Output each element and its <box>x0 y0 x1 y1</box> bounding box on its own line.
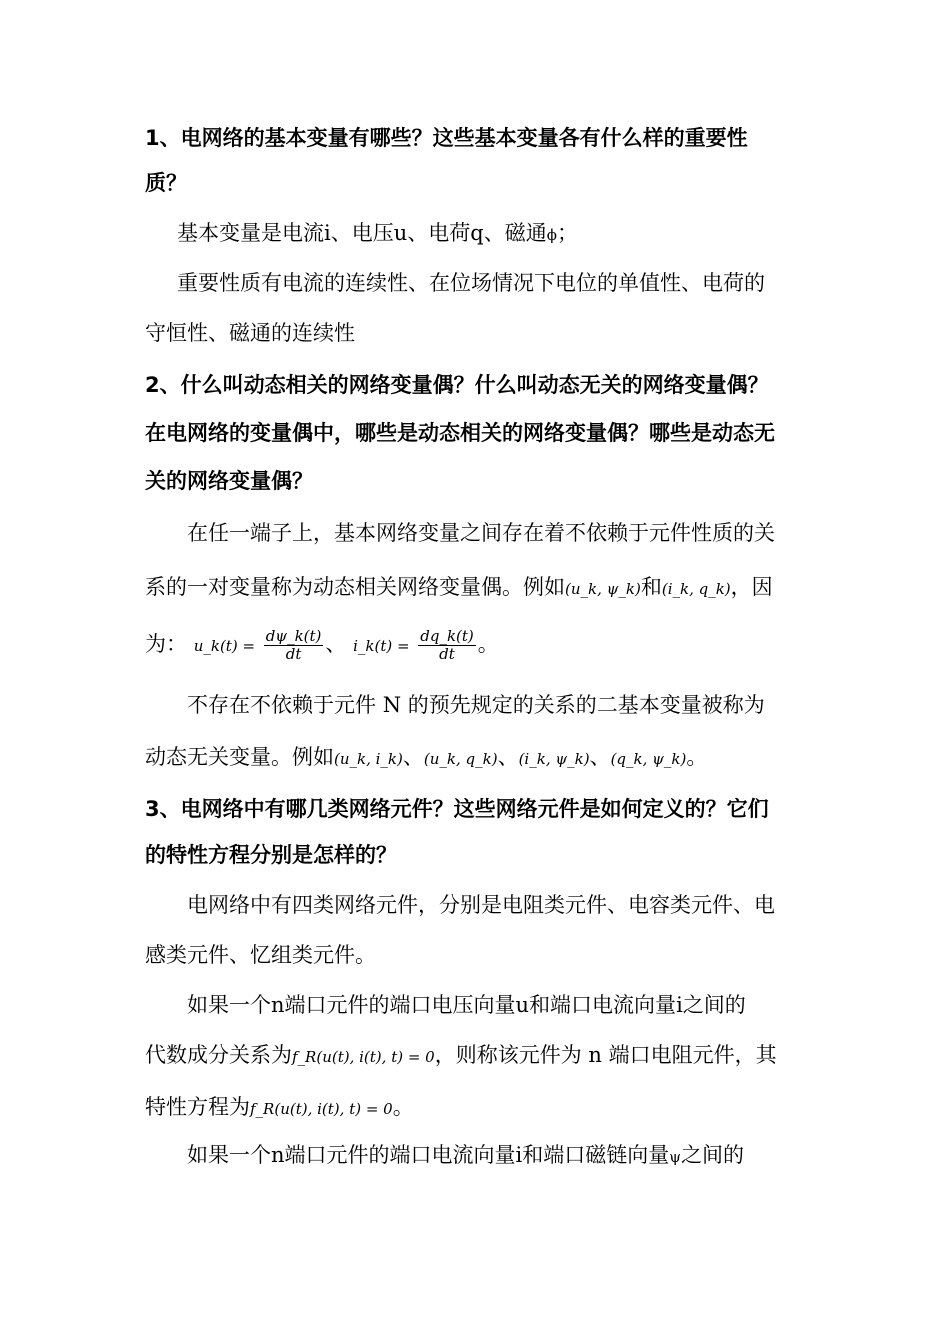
q3-p3-line1: 如果一个n端口元件的端口电流向量i和端口磁链向量ψ之间的 <box>187 1143 745 1167</box>
q3-title-line1: 3、电网络中有哪几类网络元件？这些网络元件是如何定义的？它们 <box>145 797 769 821</box>
eq2-lhs: i_k(t) = <box>353 637 410 655</box>
q1-answer-properties-line1: 重要性质有电流的连续性、在位场情况下电位的单值性、电荷的 <box>177 271 765 295</box>
pair-i-q: (i_k, q_k) <box>661 580 731 598</box>
eq1-lhs: u_k(t) = <box>193 637 256 655</box>
q2-p1-line1: 在任一端子上，基本网络变量之间存在着不依赖于元件性质的关 <box>187 521 775 545</box>
eq1-fraction: $\frac{d\psi\_k(t)}{dt}$ <box>265 626 322 663</box>
q1-answer-variables: 基本变量是电流i、电压u、电荷q、磁通ϕ； <box>177 221 578 245</box>
resistor-equation-2: f_R(u(t), i(t), t) = 0 <box>250 1100 393 1118</box>
q2-title-line3: 关的网络变量偶？ <box>145 469 313 493</box>
q3-p2-line3: 特性方程为f_R(u(t), i(t), t) = 0。 <box>145 1095 414 1119</box>
q3-p1-line2: 感类元件、忆组类元件。 <box>145 943 376 967</box>
resistor-equation: f_R(u(t), i(t), t) = 0 <box>292 1048 435 1066</box>
pair-u-q: (u_k, q_k) <box>423 750 498 768</box>
q3-p2-line1: 如果一个n端口元件的端口电压向量u和端口电流向量i之间的 <box>187 993 746 1017</box>
q1-title-line2: 质？ <box>145 171 187 195</box>
q2-p2-line1: 不存在不依赖于元件 N 的预先规定的关系的二基本变量被称为 <box>187 693 765 717</box>
q2-title-line1: 2、什么叫动态相关的网络变量偶？什么叫动态无关的网络变量偶？ <box>145 373 769 397</box>
q3-title-line2: 的特性方程分别是怎样的？ <box>145 843 397 867</box>
pair-u-psi: (u_k, ψ_k) <box>565 580 641 598</box>
q1-answer-properties-line2: 守恒性、磁通的连续性 <box>145 321 355 345</box>
q3-p2-line2: 代数成分关系为f_R(u(t), i(t), t) = 0，则称该元件为 n 端口电阻元件，其 <box>145 1043 777 1067</box>
q2-p1-equations: 为： u_k(t) = $\frac{d\psi\_k(t)}{dt}$ 、 i_k(t) = $\frac{dq\_k(t)}{dt}$ 。 <box>145 626 499 663</box>
q2-title-line2: 在电网络的变量偶中，哪些是动态相关的网络变量偶？哪些是动态无 <box>145 421 775 445</box>
q2-p2-line2: 动态无关变量。例如(u_k, i_k)、(u_k, q_k)、(i_k, ψ_k)、(q_k, ψ_k)。 <box>145 745 708 769</box>
eq2-fraction: $\frac{dq\_k(t)}{dt}$ <box>420 626 474 663</box>
pair-u-i: (u_k, i_k) <box>334 750 403 768</box>
q1-title-line1: 1、电网络的基本变量有哪些？这些基本变量各有什么样的重要性 <box>145 126 748 150</box>
q2-p1-line2: 系的一对变量称为动态相关网络变量偶。例如(u_k, ψ_k)和(i_k, q_k)，因 <box>145 575 773 599</box>
pair-q-psi: (q_k, ψ_k) <box>610 750 687 768</box>
pair-i-psi: (i_k, ψ_k) <box>518 750 590 768</box>
q3-p1-line1: 电网络中有四类网络元件，分别是电阻类元件、电容类元件、电 <box>187 893 775 917</box>
